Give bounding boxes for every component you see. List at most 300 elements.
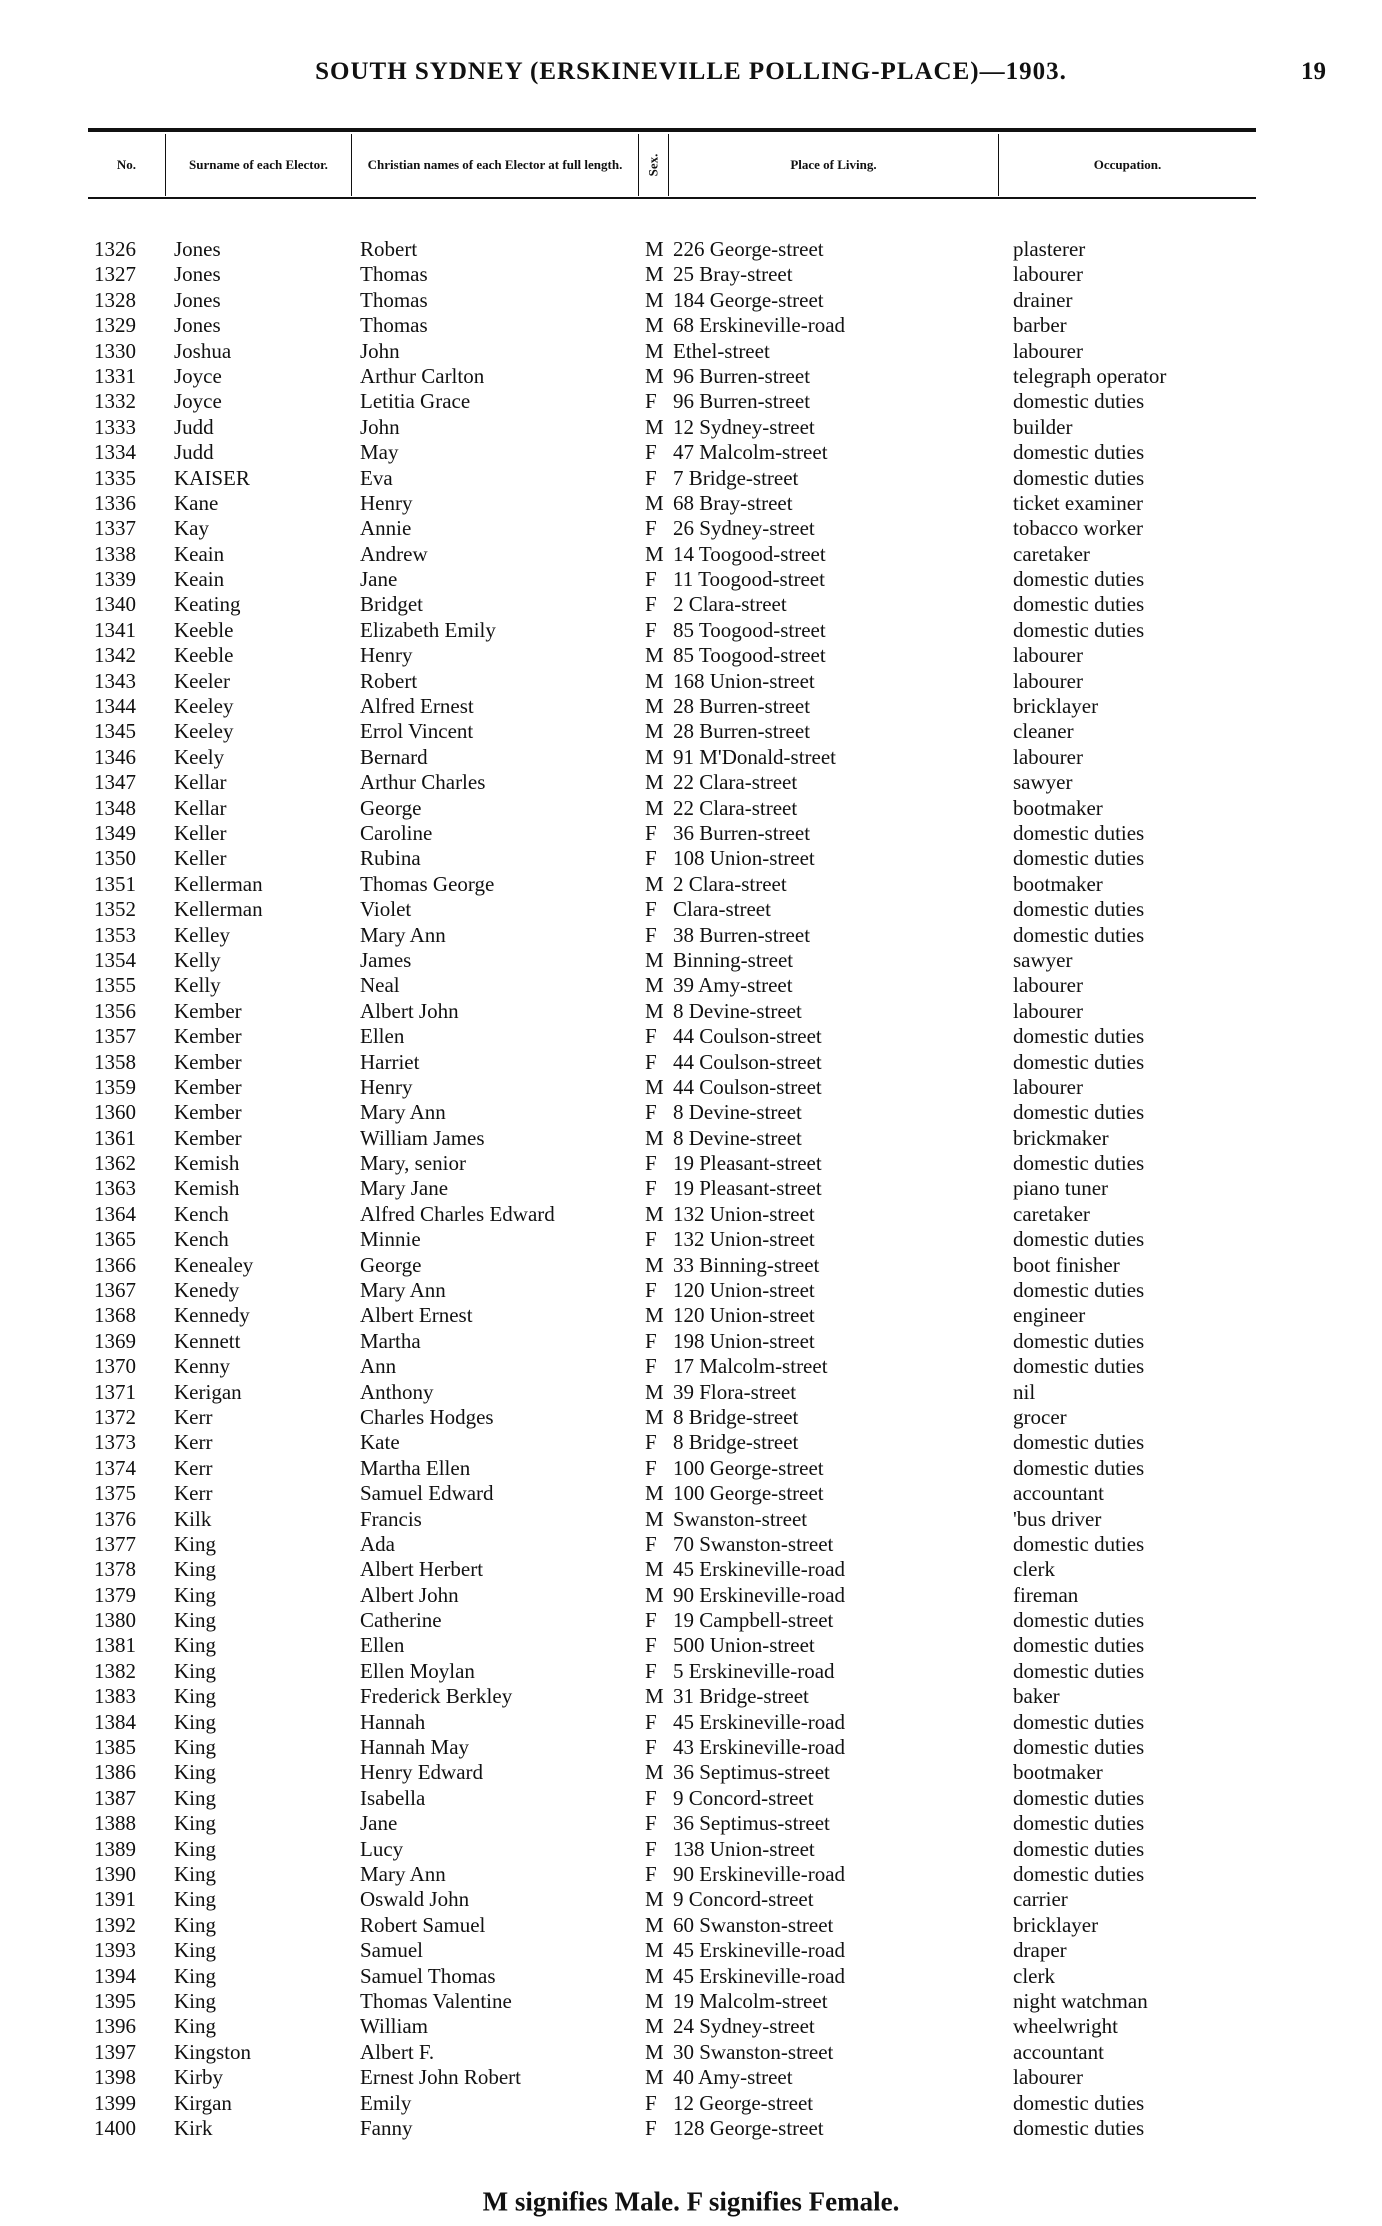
elector-number: 1339 <box>94 567 136 592</box>
elector-sex: M <box>645 1404 664 1429</box>
elector-sex: F <box>645 922 657 947</box>
table-row <box>88 516 1256 541</box>
elector-surname: Jones <box>174 262 221 287</box>
elector-christian-names: Jane <box>360 567 398 592</box>
elector-sex: M <box>645 338 664 363</box>
elector-occupation: domestic duties <box>1013 1633 1145 1658</box>
elector-number: 1365 <box>94 1227 136 1252</box>
elector-number: 1368 <box>94 1303 136 1328</box>
table-row <box>88 694 1256 719</box>
elector-surname: Jones <box>174 237 221 261</box>
elector-christian-names: Charles Hodges <box>360 1404 494 1429</box>
table-row <box>88 1964 1256 1989</box>
elector-occupation: labourer <box>1013 338 1083 363</box>
elector-christian-names: Catherine <box>360 1608 442 1633</box>
elector-place-of-living: 8 Devine-street <box>673 998 802 1023</box>
elector-surname: Kench <box>174 1201 229 1226</box>
elector-christian-names: Ellen <box>360 1633 405 1658</box>
elector-christian-names: Anthony <box>360 1379 434 1404</box>
table-row <box>88 2116 1256 2141</box>
elector-occupation: labourer <box>1013 1074 1083 1099</box>
elector-occupation: domestic duties <box>1013 1862 1145 1886</box>
elector-place-of-living: 12 George-street <box>673 2090 814 2115</box>
elector-sex: F <box>645 389 657 414</box>
elector-surname: King <box>174 1709 216 1734</box>
elector-christian-names: Robert <box>360 237 418 261</box>
elector-number: 1326 <box>94 237 136 261</box>
elector-surname: Kilk <box>174 1506 212 1531</box>
elector-number: 1387 <box>94 1785 136 1810</box>
elector-number: 1335 <box>94 465 136 490</box>
elector-surname: Kember <box>174 1100 242 1125</box>
elector-place-of-living: 120 Union-street <box>673 1303 815 1328</box>
elector-sex: M <box>645 1760 664 1785</box>
elector-christian-names: William James <box>360 1125 485 1150</box>
elector-occupation: wheelwright <box>1013 2014 1118 2039</box>
elector-number: 1349 <box>94 820 136 845</box>
elector-christian-names: Albert John <box>360 998 459 1023</box>
elector-surname: KAISER <box>174 465 250 490</box>
elector-occupation: labourer <box>1013 973 1083 998</box>
table-row <box>88 1050 1256 1075</box>
elector-number: 1382 <box>94 1658 136 1683</box>
elector-surname: Joshua <box>174 338 232 363</box>
table-row <box>88 1786 1256 1811</box>
elector-number: 1336 <box>94 490 136 515</box>
elector-place-of-living: 45 Erskineville-road <box>673 1963 846 1988</box>
elector-surname: Kerr <box>174 1430 213 1455</box>
elector-sex: F <box>645 592 657 617</box>
elector-surname: Kay <box>174 516 209 541</box>
elector-surname: Jones <box>174 287 221 312</box>
table-row <box>88 1227 1256 1252</box>
table-row <box>88 1989 1256 2014</box>
elector-sex: F <box>645 1735 657 1760</box>
elector-place-of-living: 26 Sydney-street <box>673 516 815 541</box>
elector-place-of-living: 96 Burren-street <box>673 363 811 388</box>
elector-place-of-living: 44 Coulson-street <box>673 1074 822 1099</box>
elector-place-of-living: 500 Union-street <box>673 1633 815 1658</box>
elector-number: 1362 <box>94 1151 136 1176</box>
elector-number: 1334 <box>94 440 136 465</box>
elector-place-of-living: 31 Bridge-street <box>673 1684 809 1709</box>
elector-surname: Keller <box>174 846 227 871</box>
elector-surname: King <box>174 1938 216 1963</box>
table-row <box>88 1481 1256 1506</box>
elector-number: 1329 <box>94 313 136 338</box>
elector-occupation: domestic duties <box>1013 1024 1145 1049</box>
elector-sex: M <box>645 363 664 388</box>
table-row <box>88 1456 1256 1481</box>
elector-sex: F <box>645 1430 657 1455</box>
elector-christian-names: Hannah <box>360 1709 426 1734</box>
elector-place-of-living: 132 Union-street <box>673 1201 815 1226</box>
elector-number: 1369 <box>94 1328 136 1353</box>
elector-occupation: domestic duties <box>1013 1709 1145 1734</box>
elector-surname: Keller <box>174 820 227 845</box>
table-row <box>88 2091 1256 2116</box>
elector-surname: Kerr <box>174 1455 213 1480</box>
elector-christian-names: Fanny <box>360 2115 413 2140</box>
elector-christian-names: Francis <box>360 1506 422 1531</box>
table-row <box>88 1278 1256 1303</box>
elector-number: 1342 <box>94 643 136 668</box>
table-row <box>88 237 1256 262</box>
elector-sex: F <box>645 1608 657 1633</box>
elector-occupation: domestic duties <box>1013 846 1145 871</box>
table-row <box>88 719 1256 744</box>
elector-place-of-living: 100 George-street <box>673 1481 824 1506</box>
elector-christian-names: Arthur Carlton <box>360 363 485 388</box>
elector-place-of-living: 138 Union-street <box>673 1836 815 1861</box>
elector-christian-names: Robert Samuel <box>360 1912 486 1937</box>
elector-sex: F <box>645 1278 657 1303</box>
elector-sex: M <box>645 871 664 896</box>
elector-christian-names: Mary Ann <box>360 1862 446 1886</box>
elector-surname: Kemish <box>174 1151 240 1176</box>
elector-occupation: domestic duties <box>1013 1608 1145 1633</box>
elector-number: 1354 <box>94 947 136 972</box>
elector-number: 1345 <box>94 719 136 744</box>
elector-occupation: ticket examiner <box>1013 490 1144 515</box>
elector-occupation: labourer <box>1013 998 1083 1023</box>
elector-occupation: domestic duties <box>1013 1100 1145 1125</box>
table-row <box>88 745 1256 770</box>
elector-christian-names: Annie <box>360 516 412 541</box>
elector-surname: King <box>174 1862 216 1886</box>
elector-christian-names: Martha <box>360 1328 421 1353</box>
elector-number: 1353 <box>94 922 136 947</box>
elector-number: 1357 <box>94 1024 136 1049</box>
elector-surname: Kember <box>174 998 242 1023</box>
elector-sex: F <box>645 1024 657 1049</box>
elector-occupation: clerk <box>1013 1963 1055 1988</box>
elector-christian-names: Henry <box>360 490 413 515</box>
col-header-surname: Surname of each Elector. <box>166 134 352 196</box>
elector-place-of-living: 168 Union-street <box>673 668 815 693</box>
elector-number: 1384 <box>94 1709 136 1734</box>
table-row <box>88 669 1256 694</box>
elector-place-of-living: 2 Clara-street <box>673 871 787 896</box>
elector-sex: F <box>645 440 657 465</box>
elector-number: 1395 <box>94 1988 136 2013</box>
elector-number: 1332 <box>94 389 136 414</box>
elector-place-of-living: 100 George-street <box>673 1455 824 1480</box>
elector-occupation: bootmaker <box>1013 1760 1103 1785</box>
elector-occupation: clerk <box>1013 1557 1055 1582</box>
elector-christian-names: Robert <box>360 668 418 693</box>
elector-occupation: caretaker <box>1013 1201 1090 1226</box>
table-row <box>88 1303 1256 1328</box>
table-row <box>88 1735 1256 1760</box>
table-row <box>88 1100 1256 1125</box>
table-row <box>88 1405 1256 1430</box>
elector-number: 1331 <box>94 363 136 388</box>
elector-sex: M <box>645 1379 664 1404</box>
elector-number: 1383 <box>94 1684 136 1709</box>
elector-occupation: tobacco worker <box>1013 516 1144 541</box>
elector-number: 1372 <box>94 1404 136 1429</box>
elector-place-of-living: 8 Bridge-street <box>673 1404 799 1429</box>
elector-occupation: bootmaker <box>1013 871 1103 896</box>
elector-occupation: domestic duties <box>1013 389 1145 414</box>
elector-place-of-living: 36 Burren-street <box>673 820 811 845</box>
elector-occupation: accountant <box>1013 1481 1104 1506</box>
elector-surname: King <box>174 1658 216 1683</box>
elector-surname: Keely <box>174 744 225 769</box>
elector-number: 1341 <box>94 617 136 642</box>
elector-surname: Keating <box>174 592 241 617</box>
table-row <box>88 2040 1256 2065</box>
elector-sex: M <box>645 1887 664 1912</box>
elector-place-of-living: Clara-street <box>673 897 771 922</box>
elector-sex: F <box>645 1658 657 1683</box>
elector-place-of-living: 22 Clara-street <box>673 770 798 795</box>
page-number: 19 <box>1301 58 1326 85</box>
elector-sex: M <box>645 643 664 668</box>
elector-sex: F <box>645 1862 657 1886</box>
elector-place-of-living: 108 Union-street <box>673 846 815 871</box>
elector-sex: F <box>645 1100 657 1125</box>
elector-place-of-living: 40 Amy-street <box>673 2065 793 2090</box>
table-row <box>88 923 1256 948</box>
elector-christian-names: John <box>360 338 400 363</box>
elector-surname: King <box>174 2014 216 2039</box>
elector-number: 1346 <box>94 744 136 769</box>
elector-occupation: boot finisher <box>1013 1252 1120 1277</box>
elector-place-of-living: 9 Concord-street <box>673 1887 814 1912</box>
elector-occupation: plasterer <box>1013 237 1086 261</box>
elector-number: 1396 <box>94 2014 136 2039</box>
col-header-occupation: Occupation. <box>1093 157 1162 172</box>
elector-sex: F <box>645 1151 657 1176</box>
table-row <box>88 339 1256 364</box>
elector-occupation: domestic duties <box>1013 1658 1145 1683</box>
elector-christian-names: Thomas George <box>360 871 495 896</box>
elector-surname: Keain <box>174 567 225 592</box>
elector-sex: M <box>645 668 664 693</box>
elector-sex: M <box>645 1252 664 1277</box>
elector-occupation: piano tuner <box>1013 1176 1109 1201</box>
col-header-sex-label: Sex. <box>645 153 661 177</box>
elector-number: 1330 <box>94 338 136 363</box>
elector-place-of-living: 8 Bridge-street <box>673 1430 799 1455</box>
elector-christian-names: George <box>360 1252 422 1277</box>
elector-place-of-living: 68 Bray-street <box>673 490 793 515</box>
elector-christian-names: Andrew <box>360 541 428 566</box>
elector-occupation: domestic duties <box>1013 1811 1145 1836</box>
table-row <box>88 1811 1256 1836</box>
elector-place-of-living: 226 George-street <box>673 237 824 261</box>
table-row <box>88 1354 1256 1379</box>
elector-place-of-living: 90 Erskineville-road <box>673 1582 846 1607</box>
elector-sex: M <box>645 2014 664 2039</box>
elector-sex: F <box>645 2115 657 2140</box>
elector-christian-names: Samuel Edward <box>360 1481 494 1506</box>
elector-surname: King <box>174 1735 216 1760</box>
elector-sex: M <box>645 795 664 820</box>
elector-surname: Kellar <box>174 770 227 795</box>
elector-christian-names: James <box>360 947 412 972</box>
elector-occupation: domestic duties <box>1013 1328 1145 1353</box>
elector-number: 1378 <box>94 1557 136 1582</box>
elector-surname: King <box>174 1684 216 1709</box>
elector-christian-names: Thomas <box>360 287 428 312</box>
elector-place-of-living: 11 Toogood-street <box>673 567 825 592</box>
elector-sex: M <box>645 414 664 439</box>
elector-number: 1374 <box>94 1455 136 1480</box>
elector-surname: Kember <box>174 1049 242 1074</box>
elector-surname: King <box>174 1582 216 1607</box>
elector-christian-names: Alfred Ernest <box>360 694 474 719</box>
elector-occupation: nil <box>1013 1379 1036 1404</box>
elector-sex: F <box>645 1811 657 1836</box>
elector-number: 1352 <box>94 897 136 922</box>
elector-sex: M <box>645 744 664 769</box>
elector-number: 1389 <box>94 1836 136 1861</box>
elector-place-of-living: 30 Swanston-street <box>673 2039 834 2064</box>
table-row <box>88 1938 1256 1963</box>
elector-place-of-living: 44 Coulson-street <box>673 1049 822 1074</box>
elector-sex: F <box>645 1176 657 1201</box>
elector-sex: M <box>645 1582 664 1607</box>
elector-occupation: builder <box>1013 414 1073 439</box>
elector-number: 1381 <box>94 1633 136 1658</box>
elector-surname: Keeler <box>174 668 230 693</box>
elector-sex: M <box>645 2039 664 2064</box>
elector-sex: M <box>645 694 664 719</box>
elector-sex: F <box>645 617 657 642</box>
elector-occupation: domestic duties <box>1013 465 1145 490</box>
elector-occupation: accountant <box>1013 2039 1104 2064</box>
elector-number: 1327 <box>94 262 136 287</box>
elector-number: 1356 <box>94 998 136 1023</box>
elector-place-of-living: 70 Swanston-street <box>673 1531 834 1556</box>
elector-sex: F <box>645 846 657 871</box>
page-title: SOUTH SYDNEY (ERSKINEVILLE POLLING-PLACE)—1903. <box>315 58 1067 85</box>
elector-occupation: domestic duties <box>1013 1455 1145 1480</box>
elector-place-of-living: 45 Erskineville-road <box>673 1938 846 1963</box>
elector-sex: F <box>645 516 657 541</box>
table-row <box>88 1075 1256 1100</box>
elector-place-of-living: 38 Burren-street <box>673 922 811 947</box>
elector-surname: Kelly <box>174 973 221 998</box>
col-header-no: No. <box>88 134 166 196</box>
elector-christian-names: Oswald John <box>360 1887 470 1912</box>
elector-number: 1333 <box>94 414 136 439</box>
elector-place-of-living: 39 Amy-street <box>673 973 793 998</box>
elector-christian-names: Henry Edward <box>360 1760 484 1785</box>
elector-place-of-living: 7 Bridge-street <box>673 465 799 490</box>
elector-place-of-living: 60 Swanston-street <box>673 1912 834 1937</box>
elector-occupation: domestic duties <box>1013 1735 1145 1760</box>
elector-number: 1370 <box>94 1354 136 1379</box>
elector-sex: M <box>645 719 664 744</box>
elector-number: 1359 <box>94 1074 136 1099</box>
elector-occupation: domestic duties <box>1013 897 1145 922</box>
elector-sex: M <box>645 490 664 515</box>
elector-number: 1351 <box>94 871 136 896</box>
elector-place-of-living: 22 Clara-street <box>673 795 798 820</box>
elector-occupation: domestic duties <box>1013 1836 1145 1861</box>
elector-surname: King <box>174 1785 216 1810</box>
elector-christian-names: Kate <box>360 1430 400 1455</box>
elector-number: 1391 <box>94 1887 136 1912</box>
table-row <box>88 846 1256 871</box>
elector-christian-names: Bridget <box>360 592 423 617</box>
elector-christian-names: Samuel <box>360 1938 423 1963</box>
elector-number: 1394 <box>94 1963 136 1988</box>
elector-surname: King <box>174 1608 216 1633</box>
elector-surname: Kench <box>174 1227 229 1252</box>
elector-number: 1398 <box>94 2065 136 2090</box>
elector-occupation: domestic duties <box>1013 617 1145 642</box>
elector-occupation: carrier <box>1013 1887 1068 1912</box>
elector-number: 1361 <box>94 1125 136 1150</box>
elector-surname: Kane <box>174 490 219 515</box>
elector-surname: Kennett <box>174 1328 241 1353</box>
elector-number: 1386 <box>94 1760 136 1785</box>
elector-christian-names: May <box>360 440 399 465</box>
elector-sex: M <box>645 1684 664 1709</box>
elector-christian-names: Thomas <box>360 262 428 287</box>
elector-sex: M <box>645 1506 664 1531</box>
elector-occupation: night watchman <box>1013 1988 1148 2013</box>
elector-sex: F <box>645 567 657 592</box>
elector-surname: Kerigan <box>174 1379 242 1404</box>
elector-table <box>88 237 1256 2141</box>
elector-sex: F <box>645 1455 657 1480</box>
elector-sex: M <box>645 541 664 566</box>
elector-occupation: engineer <box>1013 1303 1086 1328</box>
elector-christian-names: Isabella <box>360 1785 426 1810</box>
elector-sex: F <box>645 1785 657 1810</box>
elector-place-of-living: 45 Erskineville-road <box>673 1709 846 1734</box>
elector-sex: M <box>645 1125 664 1150</box>
elector-surname: Kember <box>174 1024 242 1049</box>
elector-number: 1388 <box>94 1811 136 1836</box>
elector-number: 1340 <box>94 592 136 617</box>
table-row <box>88 796 1256 821</box>
elector-sex: F <box>645 1354 657 1379</box>
table-row <box>88 466 1256 491</box>
elector-place-of-living: 68 Erskineville-road <box>673 313 846 338</box>
elector-surname: Kirby <box>174 2065 223 2090</box>
elector-surname: Kemish <box>174 1176 240 1201</box>
elector-place-of-living: 8 Devine-street <box>673 1125 802 1150</box>
elector-place-of-living: 85 Toogood-street <box>673 643 826 668</box>
table-row <box>88 1380 1256 1405</box>
elector-place-of-living: 14 Toogood-street <box>673 541 826 566</box>
elector-surname: Kember <box>174 1125 242 1150</box>
elector-place-of-living: 9 Concord-street <box>673 1785 814 1810</box>
elector-surname: King <box>174 1557 216 1582</box>
elector-christian-names: Harriet <box>360 1049 420 1074</box>
table-row <box>88 821 1256 846</box>
elector-christian-names: Ellen <box>360 1024 405 1049</box>
elector-sex: F <box>645 820 657 845</box>
elector-occupation: sawyer <box>1013 770 1073 795</box>
elector-surname: Kirk <box>174 2115 213 2140</box>
elector-christian-names: Letitia Grace <box>360 389 471 414</box>
elector-occupation: 'bus driver <box>1013 1506 1102 1531</box>
table-row <box>88 592 1256 617</box>
elector-surname: Keain <box>174 541 225 566</box>
table-row <box>88 1684 1256 1709</box>
elector-surname: Kerr <box>174 1481 213 1506</box>
table-row <box>88 1176 1256 1201</box>
elector-occupation: barber <box>1013 313 1067 338</box>
